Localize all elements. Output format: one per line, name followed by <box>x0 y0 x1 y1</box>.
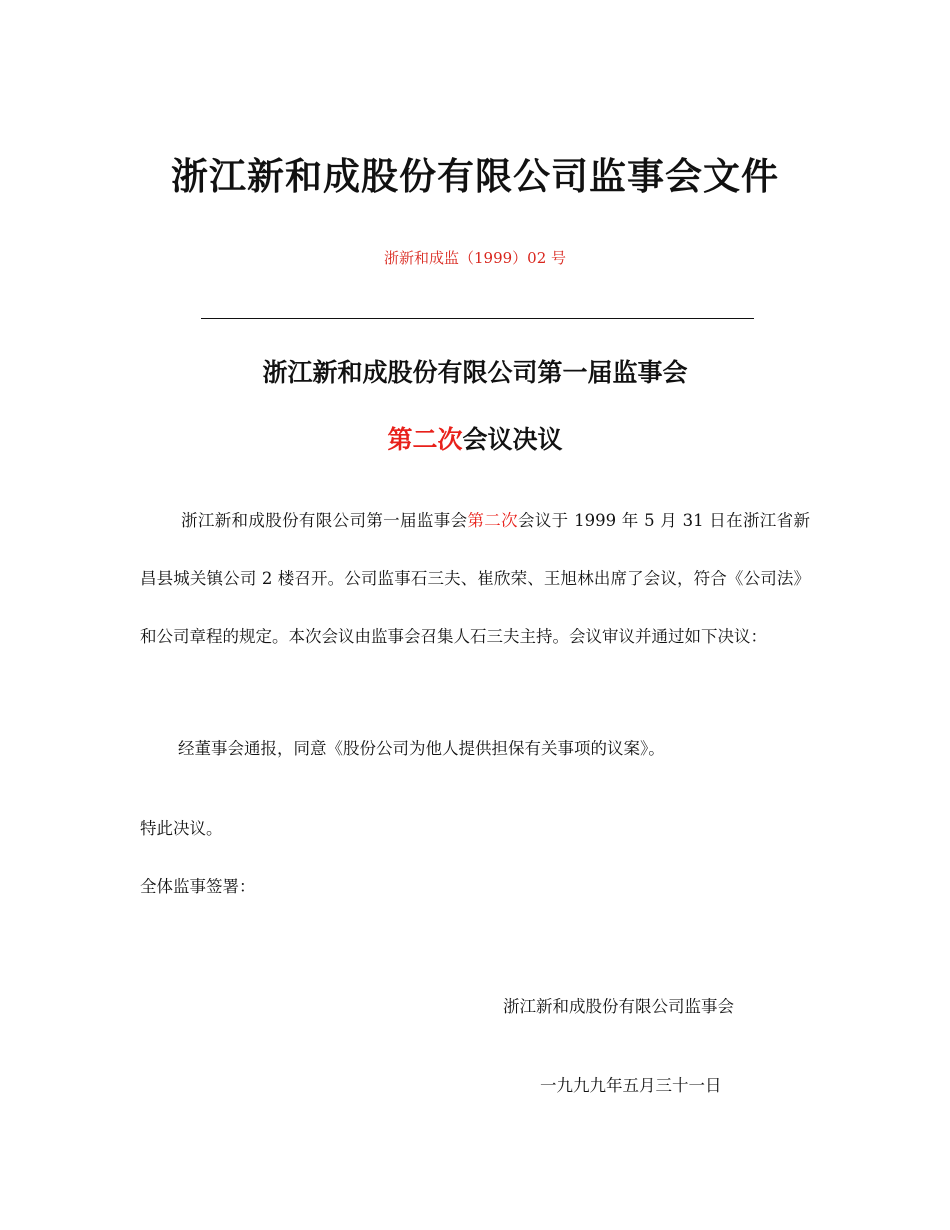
signature-label: 全体监事签署： <box>140 877 256 896</box>
meeting-session-highlight: 第二次 <box>467 511 518 530</box>
document-title: 浙江新和成股份有限公司监事会文件 <box>171 155 779 198</box>
closing-statement: 特此决议。 <box>140 819 223 838</box>
resolution-heading-line1: 浙江新和成股份有限公司第一届监事会 <box>262 358 688 387</box>
resolution-paragraph: 经董事会通报，同意《股份公司为他人提供担保有关事项的议案》。 <box>178 739 665 758</box>
resolution-heading-line2 <box>0 420 950 456</box>
meeting-paragraph-details: 会议于 1999 年 5 月 31 日在浙江省新昌县城关镇公司 2 楼召开。公司监事石三夫、崔欣荣、王旭林出席了会议，符合《公司法》和公司章程的规定。本次会议由监事会召集人石三夫主持。会议审议并通过如下决议： <box>140 511 810 646</box>
meeting-paragraph-intro: 浙江新和成股份有限公司第一届监事会 <box>181 511 468 530</box>
document-number: 浙新和成监（1999）02 号 <box>383 249 567 267</box>
session-number-highlight: 第二次 <box>387 425 463 454</box>
signing-organization: 浙江新和成股份有限公司监事会 <box>503 997 734 1016</box>
meeting-paragraph <box>140 492 810 666</box>
resolution-heading-suffix: 会议决议 <box>462 425 563 454</box>
signing-date: 一九九九年五月三十一日 <box>540 1076 722 1095</box>
header-divider <box>201 318 754 319</box>
